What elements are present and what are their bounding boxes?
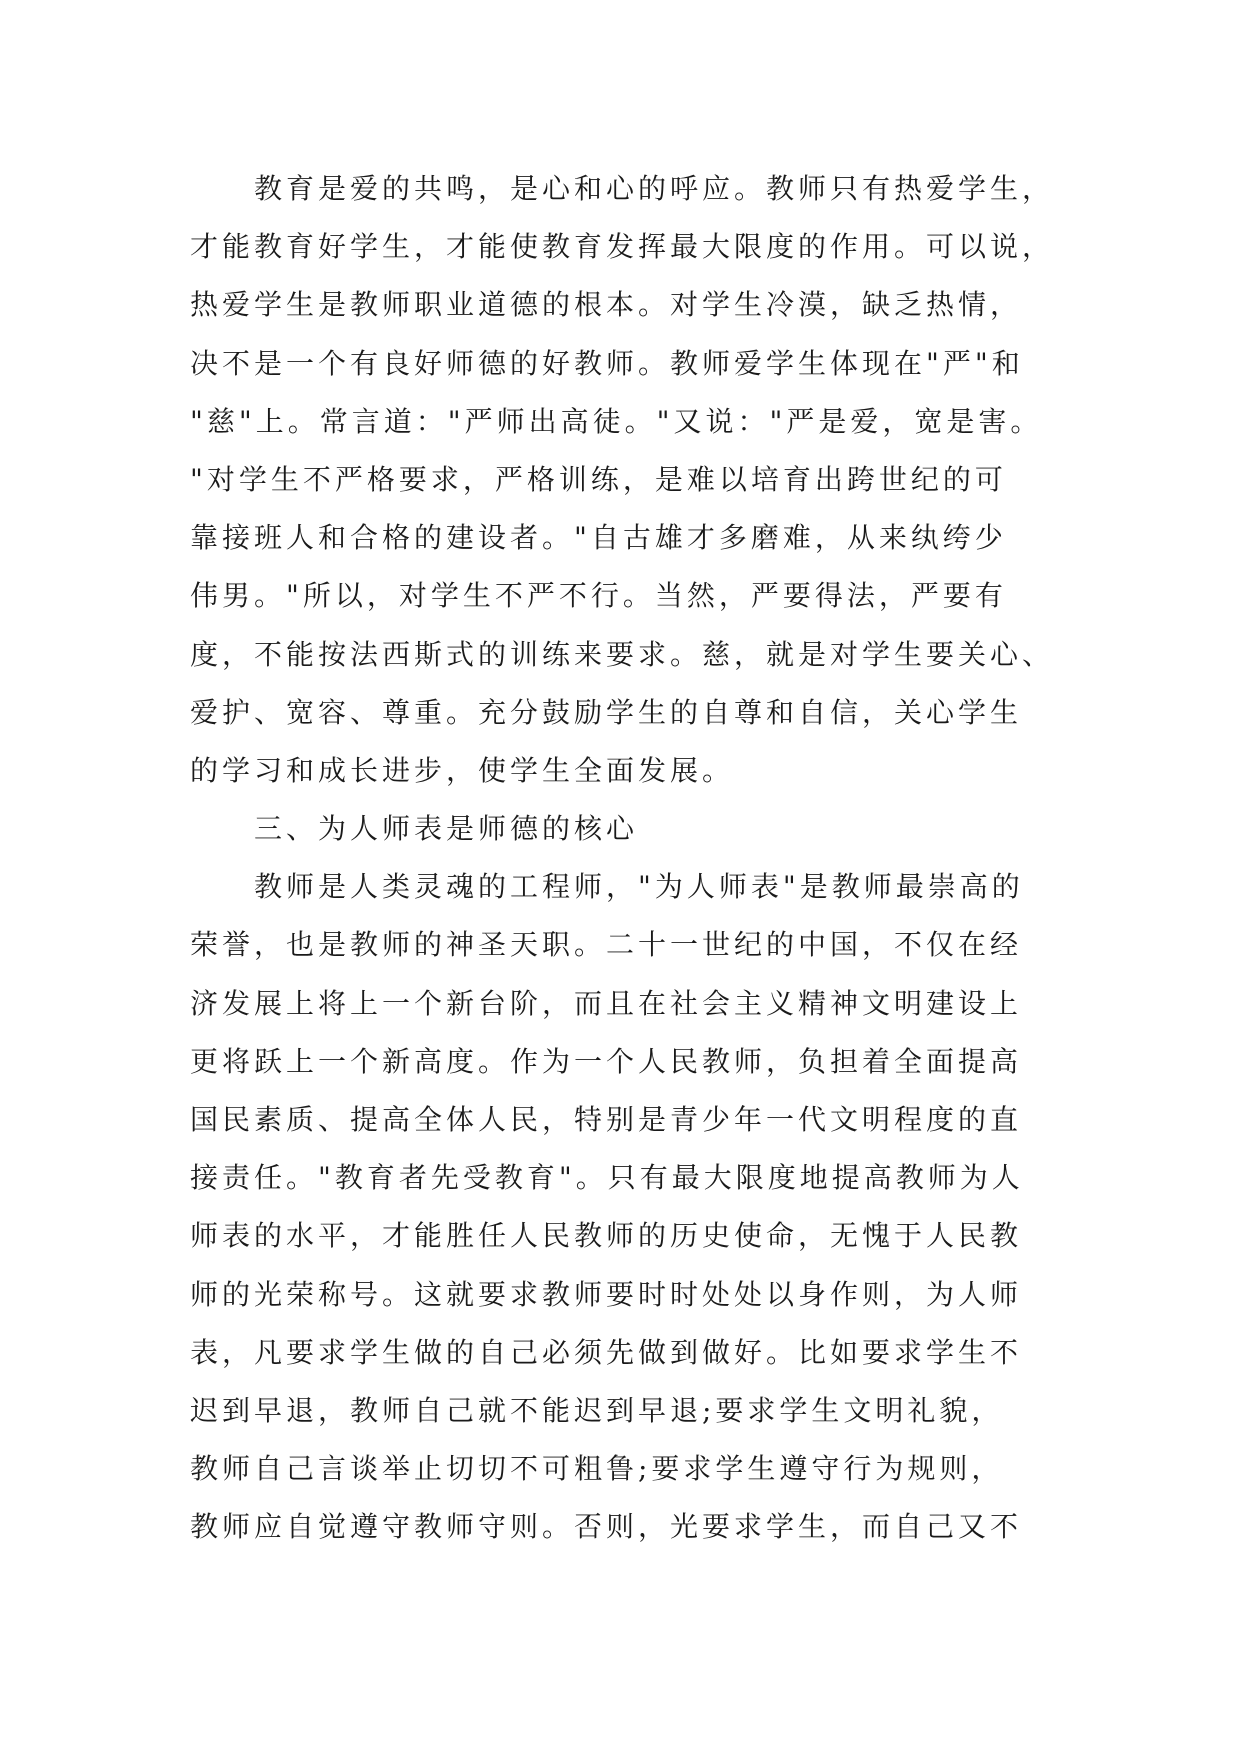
text-line: 爱护、宽容、尊重。充分鼓励学生的自尊和自信，关心学生 [190,695,1023,729]
text-line: 的学习和成长进步，使学生全面发展。 [190,753,735,787]
text-line: 教师应自觉遵守教师守则。否则，光要求学生，而自己又不 [190,1510,1023,1544]
text-line: 师表的水平，才能胜任人民教师的历史使命，无愧于人民教 [190,1219,1023,1253]
text-line: 决不是一个有良好师德的好教师。教师爱学生体现在"严"和 [190,346,1024,380]
text-line: 度，不能按法西斯式的训练来要求。慈，就是对学生要关心、 [190,637,1055,671]
text-line: 师的光荣称号。这就要求教师要时时处处以身作则，为人师 [190,1277,1023,1311]
text-line: 教育是爱的共鸣，是心和心的呼应。教师只有热爱学生， [254,172,1055,205]
document-body [190,160,1060,1557]
text-line: 迟到早退，教师自己就不能迟到早退;要求学生文明礼貌， [190,1393,1004,1427]
text-line: 表，凡要求学生做的自己必须先做到做好。比如要求学生不 [190,1335,1023,1369]
text-line: 教师是人类灵魂的工程师，"为人师表"是教师最崇高的 [254,870,1024,904]
text-line: 接责任。"教育者先受教育"。只有最大限度地提高教师为人 [190,1161,1024,1195]
text-line: 更将跃上一个新高度。作为一个人民教师，负担着全面提高 [190,1044,1023,1078]
text-line: 济发展上将上一个新台阶，而且在社会主义精神文明建设上 [190,986,1023,1020]
text-line: 才能教育好学生，才能使教育发挥最大限度的作用。可以说， [190,230,1055,264]
text-line: "慈"上。常言道："严师出高徒。"又说："严是爱，宽是害。 [190,404,1043,438]
text-line: "对学生不严格要求，严格训练，是难以培育出跨世纪的可 [190,462,1007,496]
text-line: 热爱学生是教师职业道德的根本。对学生冷漠，缺乏热情， [190,288,1023,322]
text-line: 国民素质、提高全体人民，特别是青少年一代文明程度的直 [190,1103,1023,1136]
text-line: 三、为人师表是师德的核心 [254,812,639,846]
text-line: 教师自己言谈举止切切不可粗鲁;要求学生遵守行为规则， [190,1452,1004,1486]
text-line: 伟男。"所以，对学生不严不行。当然，严要得法，严要有 [190,579,1007,613]
text-line: 靠接班人和合格的建设者。"自古雄才多磨难，从来纨绔少 [190,521,1007,555]
text-line: 荣誉，也是教师的神圣天职。二十一世纪的中国，不仅在经 [190,928,1023,962]
